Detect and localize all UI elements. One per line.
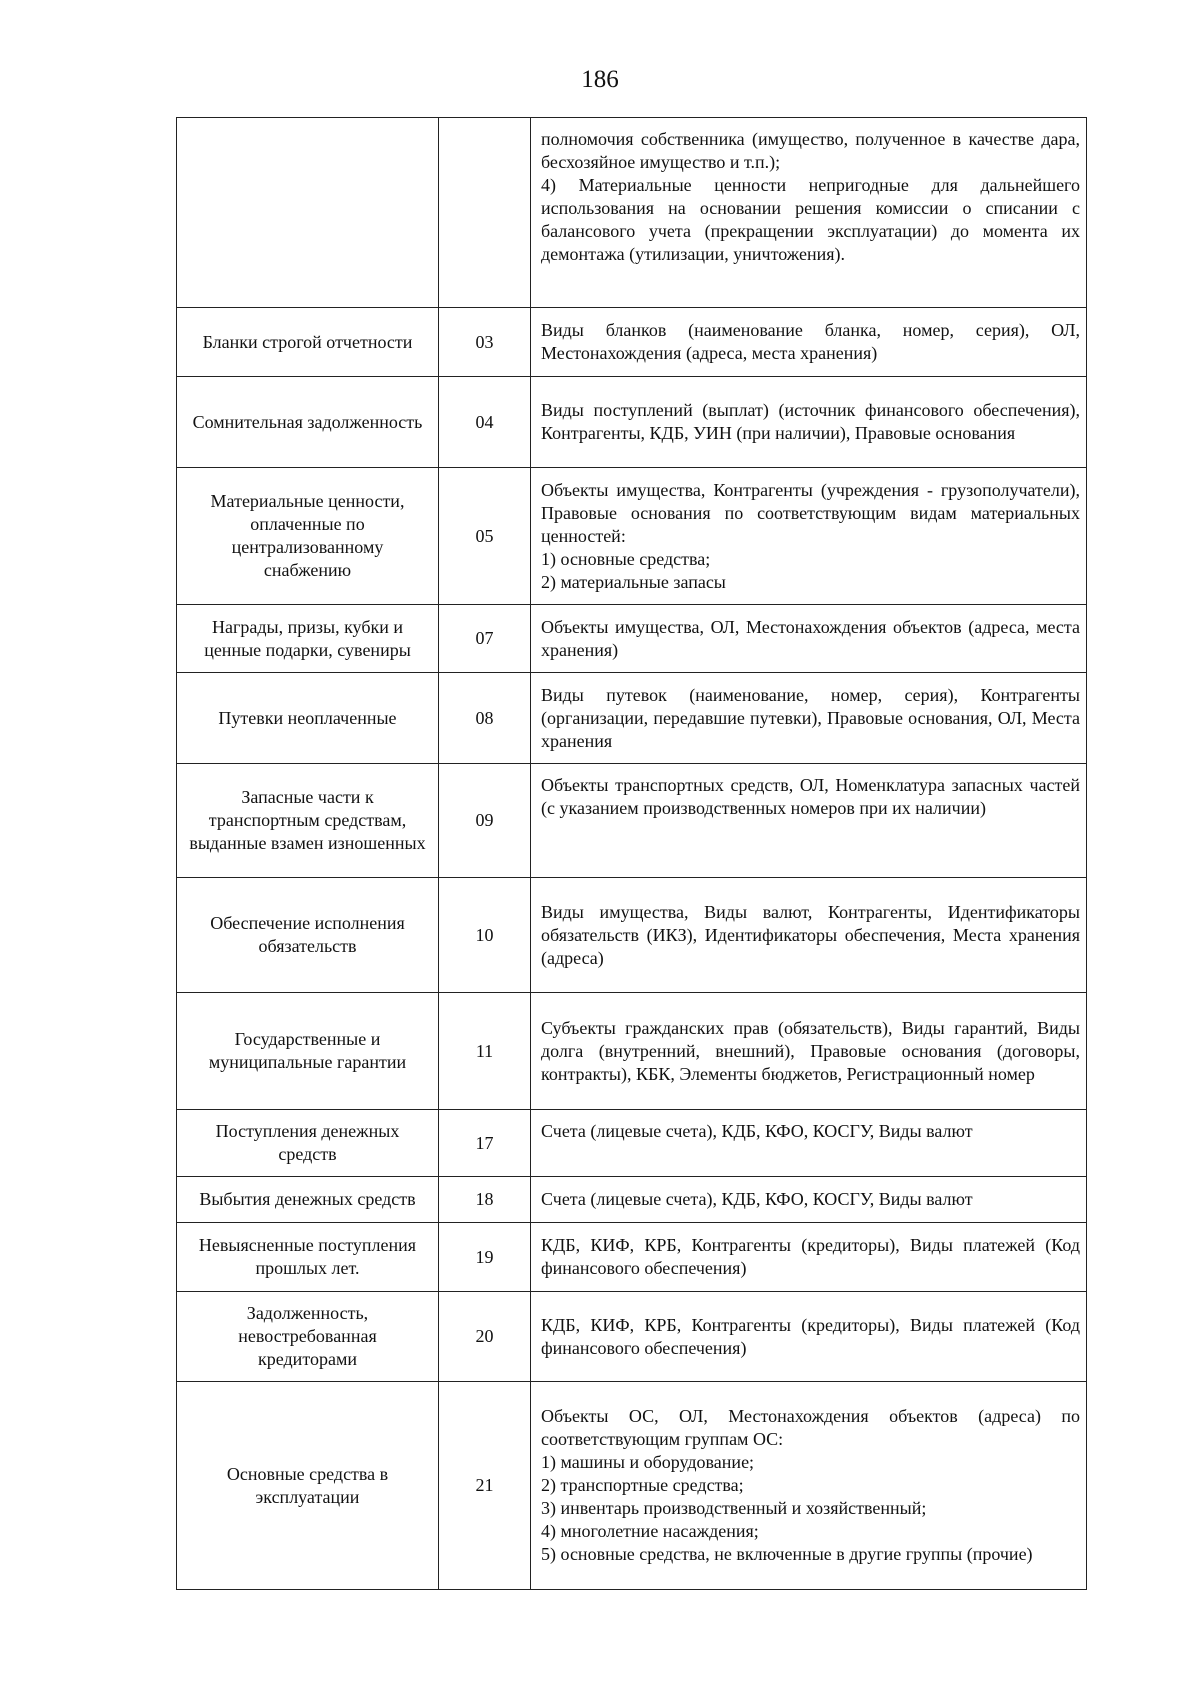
row-description-cell: Виды поступлений (выплат) (источник финансового обеспечения), Контрагенты, КДБ, УИН (при наличии), Правовые основания — [531, 377, 1087, 468]
row-description-item: 4) Материальные ценности непригодные для дальнейшего использования на основании решения комиссии о списании с балансового учета (прекращении эксплуатации) до момента их демонтажа (утилизации, уничтожения). — [541, 175, 1080, 264]
row-name-cell — [177, 118, 439, 308]
row-description-cell: Виды имущества, Виды валют, Контрагенты, Идентификаторы обязательств (ИКЗ), Идентификаторы обеспечения, Места хранения (адреса) — [531, 878, 1087, 993]
row-description-item: 1) машины и оборудование; — [541, 1452, 755, 1472]
row-description-cell: КДБ, КИФ, КРБ, Контрагенты (кредиторы), Виды платежей (Код финансового обеспечения) — [531, 1223, 1087, 1292]
row-name-cell: Награды, призы, кубки и ценные подарки, сувениры — [177, 605, 439, 673]
table-row — [177, 377, 1087, 468]
row-description-item: 3) инвентарь производственный и хозяйственный; — [541, 1498, 927, 1518]
row-name-cell: Бланки строгой отчетности — [177, 308, 439, 377]
row-description: Объекты имущества, Контрагенты (учреждения - грузополучатели), Правовые основания по соответствующим видам материальных ценностей: — [541, 479, 1080, 546]
row-description-cell: Субъекты гражданских прав (обязательств), Виды гарантий, Виды долга (внутренний, внешний), Правовые основания (договоры, контракты), КБК, Элементы бюджетов, Регистрационный номер — [531, 993, 1087, 1110]
row-code-cell: 08 — [439, 673, 531, 764]
row-code-cell: 18 — [439, 1177, 531, 1223]
table-row — [177, 605, 1087, 673]
table-row — [177, 764, 1087, 878]
row-code-cell: 17 — [439, 1110, 531, 1177]
row-description-cell — [531, 118, 1087, 308]
row-name-cell: Выбытия денежных средств — [177, 1177, 439, 1223]
table-row — [177, 1110, 1087, 1177]
row-description-cell: Виды бланков (наименование бланка, номер, серия), ОЛ, Местонахождения (адреса, места хранения) — [531, 308, 1087, 377]
row-name-cell: Задолженность, невостребованная кредиторами — [177, 1292, 439, 1382]
table-row — [177, 118, 1087, 308]
row-description-item: 4) многолетние насаждения; — [541, 1521, 759, 1541]
row-name-cell: Путевки неоплаченные — [177, 673, 439, 764]
row-description-cell: Виды путевок (наименование, номер, серия), Контрагенты (организации, передавшие путевки), Правовые основания, ОЛ, Места хранения — [531, 673, 1087, 764]
row-description-cell — [531, 468, 1087, 605]
row-description: полномочия собственника (имущество, полученное в качестве дара, бесхозяйное имущество и т.п.); — [541, 129, 1080, 172]
page-number: 186 — [581, 66, 619, 93]
row-code-cell: 09 — [439, 764, 531, 878]
row-name-cell: Основные средства в эксплуатации — [177, 1382, 439, 1590]
row-name-cell: Государственные и муниципальные гарантии — [177, 993, 439, 1110]
table-row — [177, 673, 1087, 764]
table-row — [177, 1382, 1087, 1590]
row-name-cell: Материальные ценности, оплаченные по централизованному снабжению — [177, 468, 439, 605]
row-description-cell: КДБ, КИФ, КРБ, Контрагенты (кредиторы), Виды платежей (Код финансового обеспечения) — [531, 1292, 1087, 1382]
row-name-cell: Запасные части к транспортным средствам, выданные взамен изношенных — [177, 764, 439, 878]
table-row — [177, 878, 1087, 993]
row-name-cell: Сомнительная задолженность — [177, 377, 439, 468]
row-description-cell: Счета (лицевые счета), КДБ, КФО, КОСГУ, Виды валют — [531, 1110, 1087, 1177]
row-description: Объекты ОС, ОЛ, Местонахождения объектов (адреса) по соответствующим группам ОС: — [541, 1406, 1080, 1449]
row-code-cell: 05 — [439, 468, 531, 605]
table-row — [177, 1177, 1087, 1223]
row-name-cell: Обеспечение исполнения обязательств — [177, 878, 439, 993]
row-description-item: 1) основные средства; — [541, 548, 711, 569]
row-code-cell — [439, 118, 531, 308]
row-name-cell: Поступления денежных средств — [177, 1110, 439, 1177]
table-row — [177, 1223, 1087, 1292]
row-code-cell: 04 — [439, 377, 531, 468]
off-balance-accounts-table — [176, 117, 1087, 1590]
row-description-cell — [531, 1382, 1087, 1590]
table-row — [177, 468, 1087, 605]
row-code-cell: 03 — [439, 308, 531, 377]
row-description-item: 2) транспортные средства; — [541, 1475, 744, 1495]
row-code-cell: 07 — [439, 605, 531, 673]
row-description-cell: Счета (лицевые счета), КДБ, КФО, КОСГУ, Виды валют — [531, 1177, 1087, 1223]
row-code-cell: 10 — [439, 878, 531, 993]
row-description-item: 2) материальные запасы — [541, 571, 726, 592]
row-code-cell: 19 — [439, 1223, 531, 1292]
table-row — [177, 993, 1087, 1110]
row-name-cell: Невыясненные поступления прошлых лет. — [177, 1223, 439, 1292]
row-code-cell: 11 — [439, 993, 531, 1110]
row-code-cell: 21 — [439, 1382, 531, 1590]
row-description-cell: Объекты имущества, ОЛ, Местонахождения объектов (адреса, места хранения) — [531, 605, 1087, 673]
row-description-item: 5) основные средства, не включенные в другие группы (прочие) — [541, 1544, 1033, 1564]
table-row — [177, 1292, 1087, 1382]
row-description-cell: Объекты транспортных средств, ОЛ, Номенклатура запасных частей (с указанием производственных номеров при их наличии) — [531, 764, 1087, 878]
table-row — [177, 308, 1087, 377]
row-code-cell: 20 — [439, 1292, 531, 1382]
